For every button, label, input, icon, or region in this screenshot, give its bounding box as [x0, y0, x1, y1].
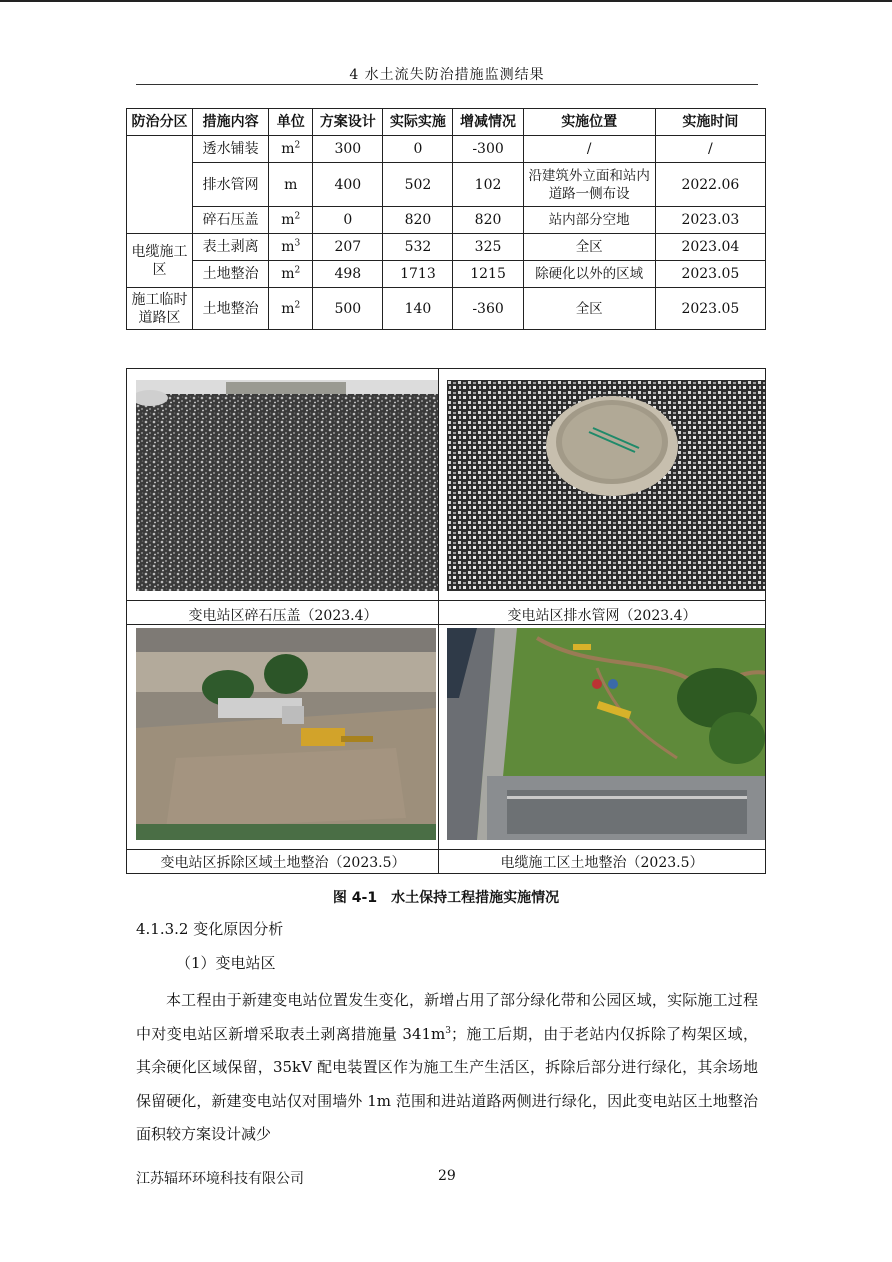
- change-cell: 102: [453, 163, 523, 207]
- table-header-row: [127, 109, 766, 136]
- measure-cell: 排水管网: [193, 163, 269, 207]
- table-row: [127, 234, 766, 261]
- unit-cell: m: [269, 163, 313, 207]
- figure-divider: [127, 600, 765, 601]
- unit-cell: $m^2$: [269, 261, 313, 288]
- caption-demolition-leveling: 变电站区拆除区域土地整治（2023.5）: [160, 855, 406, 871]
- actual-cell: 502: [383, 163, 453, 207]
- measures-table: [126, 108, 766, 330]
- change-cell: 1215: [453, 261, 523, 288]
- table-row: [127, 136, 766, 163]
- change-cell: -300: [453, 136, 523, 163]
- subsection-heading: （1）变电站区: [176, 954, 276, 972]
- time-cell: 2022.06: [655, 163, 765, 207]
- col-header-change: 增减情况: [453, 109, 523, 136]
- time-cell: 2023.03: [655, 207, 765, 234]
- location-cell: 全区: [523, 288, 655, 330]
- col-header-design: 方案设计: [313, 109, 383, 136]
- photo-gravel-cover: [136, 380, 438, 591]
- unit-cell: $m^2$: [269, 136, 313, 163]
- table-row: [127, 288, 766, 330]
- design-cell: 300: [313, 136, 383, 163]
- photo-figure: [126, 368, 766, 874]
- zone-cell: 施工临时道路区: [127, 288, 193, 330]
- table-row: [127, 207, 766, 234]
- photo-cable-area-aerial: [447, 628, 765, 840]
- figure-divider: [127, 849, 765, 850]
- measure-cell: 碎石压盖: [193, 207, 269, 234]
- design-cell: 500: [313, 288, 383, 330]
- design-cell: 498: [313, 261, 383, 288]
- change-cell: -360: [453, 288, 523, 330]
- design-cell: 0: [313, 207, 383, 234]
- measure-cell: 表土剥离: [193, 234, 269, 261]
- col-header-location: 实施位置: [523, 109, 655, 136]
- time-cell: 2023.05: [655, 288, 765, 330]
- measure-cell: 土地整治: [193, 261, 269, 288]
- measure-cell: 透水铺装: [193, 136, 269, 163]
- col-header-unit: 单位: [269, 109, 313, 136]
- page-number: 29: [438, 1168, 456, 1184]
- actual-cell: 820: [383, 207, 453, 234]
- col-header-actual: 实际实施: [383, 109, 453, 136]
- section-heading: 4.1.3.2 变化原因分析: [136, 920, 284, 938]
- location-cell: 除硬化以外的区域: [523, 261, 655, 288]
- actual-cell: 1713: [383, 261, 453, 288]
- location-cell: 全区: [523, 234, 655, 261]
- time-cell: 2023.04: [655, 234, 765, 261]
- running-header: 4 水土流失防治措施监测结果: [349, 67, 545, 83]
- figure-title: 图 4-1 水土保持工程措施实施情况: [332, 890, 560, 906]
- change-cell: 325: [453, 234, 523, 261]
- location-cell: /: [523, 136, 655, 163]
- design-cell: 207: [313, 234, 383, 261]
- col-header-time: 实施时间: [655, 109, 765, 136]
- unit-cell: $m^3$: [269, 234, 313, 261]
- unit-cell: $m^2$: [269, 288, 313, 330]
- top-border: [0, 0, 892, 2]
- caption-gravel-cover: 变电站区碎石压盖（2023.4）: [188, 608, 378, 624]
- footer-company: 江苏辐环环境科技有限公司: [136, 1171, 304, 1187]
- actual-cell: 532: [383, 234, 453, 261]
- body-paragraph: 本工程由于新建变电站位置发生变化，新增占用了部分绿化带和公园区域，实际施工过程中对变电站区新增采取表土剥离措施量 $341m^3$；施工后期，由于老站内仅拆除了构架区域，其余硬化区域保留，35kV 配电装置区作为施工生产生活区，拆除后部分进行绿化，其余场地保留硬化，新建变电站仅对围墙外 1m 范围和进站道路两侧进行绿化，因此变电站区土地整治面积较方案设计减少: [136, 991, 758, 1143]
- change-cell: 820: [453, 207, 523, 234]
- zone-cell: 电缆施工区: [127, 234, 193, 288]
- location-cell: 沿建筑外立面和站内道路一侧布设: [523, 163, 655, 207]
- actual-cell: 140: [383, 288, 453, 330]
- time-cell: /: [655, 136, 765, 163]
- caption-cable-area-aerial: 电缆施工区土地整治（2023.5）: [500, 855, 704, 871]
- design-cell: 400: [313, 163, 383, 207]
- photo-demolition-leveling: [136, 628, 436, 840]
- table-row: [127, 261, 766, 288]
- actual-cell: 0: [383, 136, 453, 163]
- header-rule: [136, 84, 758, 85]
- zone-cell-empty: [127, 136, 193, 234]
- photo-drainage-manhole: [447, 380, 765, 591]
- caption-drainage-manhole: 变电站区排水管网（2023.4）: [507, 608, 697, 624]
- unit-cell: $m^2$: [269, 207, 313, 234]
- table-row: [127, 163, 766, 207]
- col-header-measure: 措施内容: [193, 109, 269, 136]
- time-cell: 2023.05: [655, 261, 765, 288]
- measure-cell: 土地整治: [193, 288, 269, 330]
- location-cell: 站内部分空地: [523, 207, 655, 234]
- col-header-zone: 防治分区: [127, 109, 193, 136]
